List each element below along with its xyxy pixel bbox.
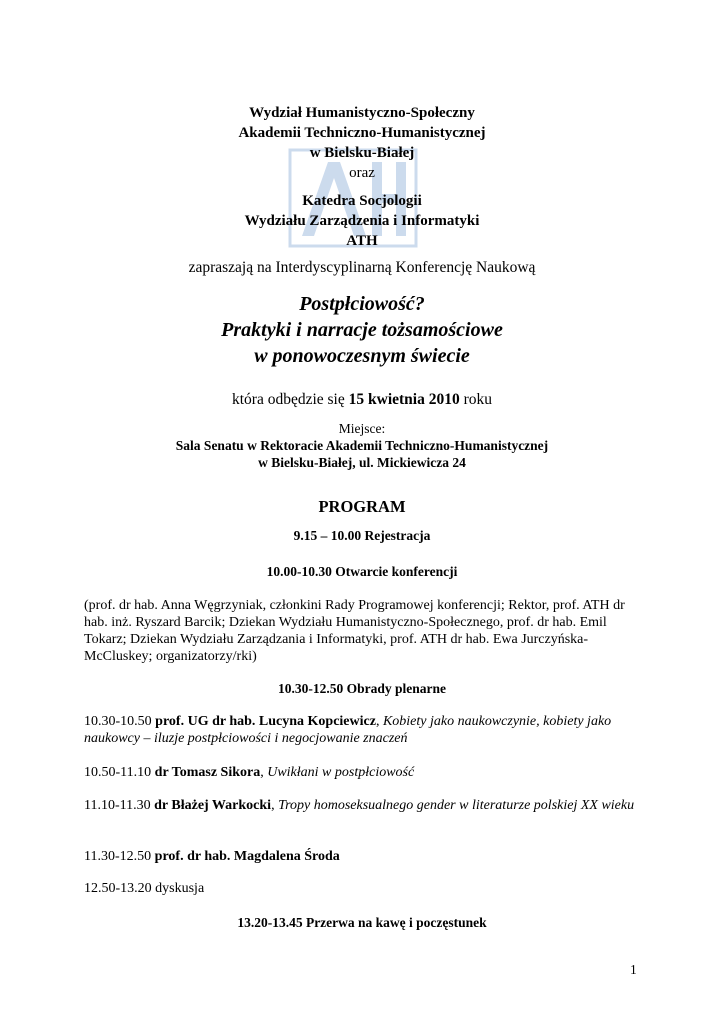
program-heading: PROGRAM (318, 497, 406, 516)
conference-title-line1: Postpłciowość? (299, 293, 425, 315)
talk-speaker: prof. dr hab. Magdalena Środa (154, 849, 340, 864)
faculty-name: Wydział Humanistyczno-Społeczny (249, 105, 475, 121)
talk-item: 11.10-11.30 dr Błażej Warkocki, Tropy homoseksualnego gender w literaturze polskiej XX wieku (84, 798, 635, 813)
academy-name: Akademii Techniczno-Humanistycznej (238, 125, 486, 141)
discussion-item: 12.50-13.20 dyskusja (84, 881, 205, 896)
conference-title-line3: w ponowoczesnym świecie (254, 345, 470, 367)
talk-time: 11.10-11.30 (84, 798, 151, 813)
date-suffix: roku (463, 391, 493, 408)
talk-item: 10.50-11.10 dr Tomasz Sikora, Uwikłani w postpłciowość (84, 765, 415, 780)
talk-title: Uwikłani w postpłciowość (267, 765, 415, 780)
venue-line2: w Bielsku-Białej, ul. Mickiewicza 24 (258, 455, 466, 470)
conference-title-line2: Praktyki i narracje tożsamościowe (221, 319, 503, 341)
academy-city: w Bielsku-Białej (309, 145, 415, 161)
faculty-management-name: Wydziału Zarządzenia i Informatyki (244, 213, 480, 229)
opening-participants-note: (prof. dr hab. Anna Węgrzyniak, członkini Rady Programowej konferencji; Rektor, prof. ATH dr hab. inż. Ryszard Barcik; Dziekan Wydziału Humanistyczno-Społecznego, prof. dr hab. Emil Tokarz; Dziekan Wydziału Zarządzania i Informatyki, prof. ATH dr hab. Ewa Jurczyńska-McCluskey; organizatorzy/rki) (84, 598, 625, 664)
registration-item: 9.15 – 10.00 Rejestracja (293, 528, 431, 543)
talk-item: 10.30-10.50 prof. UG dr hab. Lucyna Kopciewicz, Kobiety jako naukowczynie, kobiety jako naukowcy – iluzje postpłciowości i negocjowanie znaczeń (84, 714, 612, 746)
invitation-text: zapraszają na Interdyscyplinarną Konferencję Naukową (188, 259, 536, 276)
plenary-item: 10.30-12.50 Obrady plenarne (277, 681, 446, 696)
date-prefix: która odbędzie się (231, 391, 345, 408)
break-item: 13.20-13.45 Przerwa na kawę i poczęstunek (237, 915, 487, 930)
venue-label: Miejsce: (338, 421, 386, 436)
talk-speaker: dr Błażej Warkocki (154, 798, 272, 813)
talk-item (84, 848, 644, 865)
talk-title: Kobiety jako naukowczynie, kobiety jako naukowcy – iluzje postpłciowości i negocjowanie znaczeń (84, 714, 612, 746)
talk-speaker: prof. UG dr hab. Lucyna Kopciewicz (155, 714, 376, 729)
opening-item: 10.00-10.30 Otwarcie konferencji (266, 564, 458, 579)
talk-speaker: dr Tomasz Sikora (154, 765, 261, 780)
venue-line1: Sala Senatu w Rektoracie Akademii Techniczno-Humanistycznej (175, 438, 549, 453)
talk-time: 10.30-10.50 (84, 714, 152, 729)
department-name: Katedra Socjologii (302, 193, 422, 209)
talk-time: 10.50-11.10 (84, 765, 152, 780)
date-value: 15 kwietnia 2010 (348, 391, 460, 408)
institution-abbrev: ATH (346, 233, 378, 249)
page-number: 1 (630, 962, 637, 977)
conference-date (0, 391, 724, 409)
conjunction-text: oraz (349, 165, 375, 181)
talk-time: 11.30-12.50 (84, 849, 152, 864)
talk-title: Tropy homoseksualnego gender w literaturze polskiej XX wieku (278, 798, 635, 813)
